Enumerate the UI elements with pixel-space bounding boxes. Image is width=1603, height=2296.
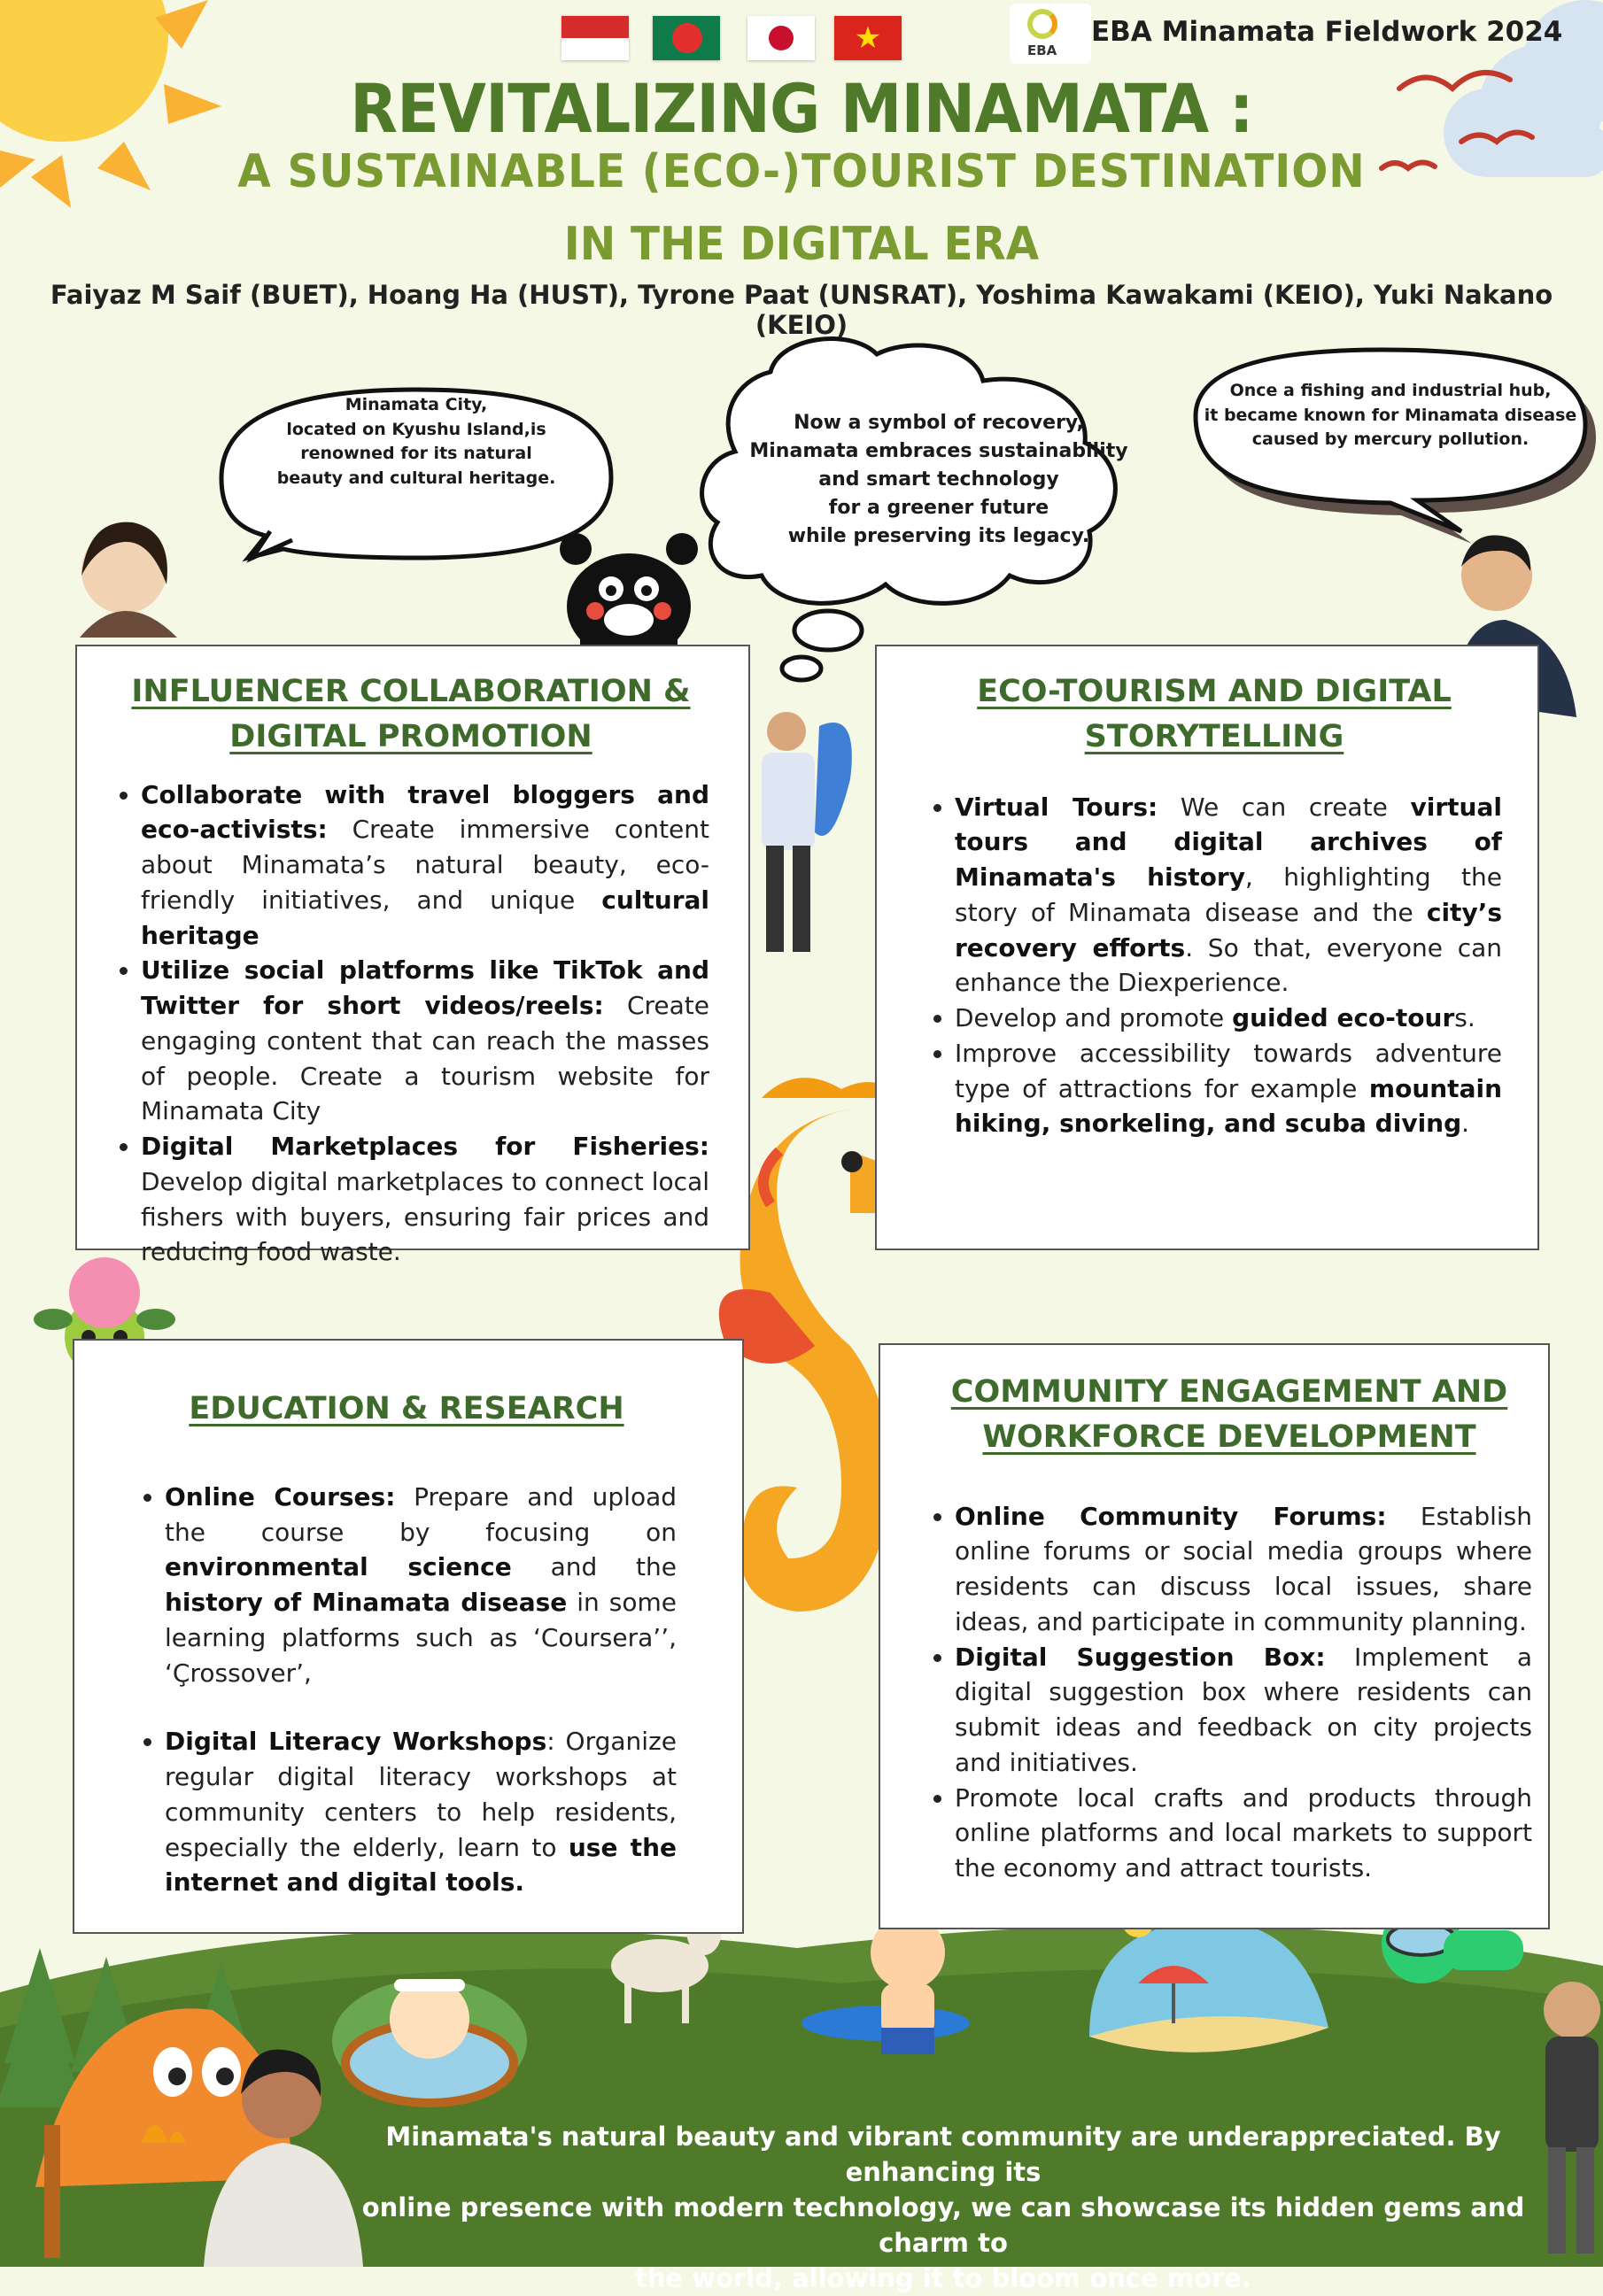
eba-logo-text: EBA	[1027, 43, 1057, 58]
panel-title: INFLUENCER COLLABORATION & DIGITAL PROMOTION	[131, 674, 691, 754]
person-photo	[762, 712, 852, 952]
authors: Faiyaz M Saif (BUET), Hoang Ha (HUST), Tyrone Paat (UNSRAT), Yoshima Kawakami (KEIO), Yuki Nakano (KEIO)	[50, 280, 1553, 340]
eba-logo	[1010, 4, 1091, 64]
fieldwork-label: EBA Minamata Fieldwork 2024	[1091, 16, 1563, 48]
page-subtitle: A SUSTAINABLE (ECO-)TOURIST DESTINATION	[237, 145, 1366, 198]
list-item: • Improve accessibility towards adventure type of attractions for example mountain hiking, snorkeling, and scuba diving.	[955, 1036, 1502, 1141]
signpost-icon	[44, 2125, 60, 2258]
vietnam-flag: ★	[834, 16, 902, 60]
onsen-icon	[332, 1979, 527, 2103]
bubble-left-text: Minamata City, located on Kyushu Island,is renowned for its natural beauty and cultural heritage.	[276, 395, 556, 488]
education-list	[136, 1480, 677, 1900]
list-item: • Virtual Tours: We can create virtual tours and digital archives of Minamata's history, highlighting the story of Minamata disease and the city’s recovery efforts. So that, everyone can enhance the Diexperience.	[955, 790, 1502, 1001]
panel-eco-tourism	[875, 645, 1539, 1250]
panel-education	[73, 1339, 744, 1934]
list-item: • Promote local crafts and products through online platforms and local markets to support the economy and attract tourists.	[955, 1781, 1532, 1886]
japan-flag	[747, 16, 815, 60]
list-item: • Utilize social platforms like TikTok and Twitter for short videos/reels: Create engaging content that can reach the masses of people. Create a tourism website for Minamata City	[141, 953, 709, 1129]
page-subtitle-line2: IN THE DIGITAL ERA	[563, 218, 1040, 271]
list-item: • Digital Literacy Workshops: Organize regular digital literacy workshops at community centers to help residents, especially the elderly, learn to use the internet and digital tools.	[165, 1724, 677, 1900]
list-item: • Collaborate with travel bloggers and eco-activists: Create immersive content about Minamata’s natural beauty, eco-friendly initiatives, and unique cultural heritage	[141, 777, 709, 954]
page-title: REVITALIZING MINAMATA :	[350, 69, 1253, 148]
list-item: • Online Community Forums: Establish online forums or social media groups where residents can discuss local issues, share ideas, and participate in community planning.	[955, 1499, 1532, 1640]
bangladesh-flag	[653, 16, 720, 60]
panel-influencer	[75, 645, 750, 1267]
panel-community	[879, 1343, 1550, 1929]
kumamon-icon	[560, 533, 698, 660]
eco-tourism-list	[926, 790, 1502, 1142]
bubble-center-text: Now a symbol of recovery, Minamata embraces sustainability and smart technology for a greener future while preserving its legacy.	[749, 412, 1128, 547]
footer-message: Minamata's natural beauty and vibrant community are underappreciated. By enhancing its online presence with modern technology, we can showcase its hidden gems and charm to the world, allowing it to bloom once more.	[361, 2122, 1525, 2294]
indonesia-flag	[561, 16, 629, 60]
list-item: • Digital Marketplaces for Fisheries: Develop digital marketplaces to connect local fishers with buyers, ensuring fair prices and reducing food waste.	[141, 1129, 709, 1270]
list-item: • Online Courses: Prepare and upload the course by focusing on environmental science and the history of Minamata disease in some learning platforms such as ‘Coursera’’, ‘Çrossover’,	[165, 1480, 677, 1691]
community-list	[926, 1499, 1532, 1886]
influencer-list	[112, 777, 709, 1271]
person-photo	[80, 522, 177, 638]
list-item: • Develop and promote guided eco-tours.	[955, 1001, 1502, 1036]
panel-title: EDUCATION & RESEARCH	[189, 1391, 624, 1426]
list-item: • Digital Suggestion Box: Implement a digital suggestion box where residents can submit ideas and feedback on city projects and initiatives.	[955, 1640, 1532, 1781]
bubble-right-text: Once a fishing and industrial hub, it became known for Minamata disease caused by mercury pollution.	[1204, 381, 1577, 450]
panel-title: ECO-TOURISM AND DIGITAL STORYTELLING	[977, 674, 1452, 754]
panel-title: COMMUNITY ENGAGEMENT AND WORKFORCE DEVELOPMENT	[950, 1374, 1508, 1455]
